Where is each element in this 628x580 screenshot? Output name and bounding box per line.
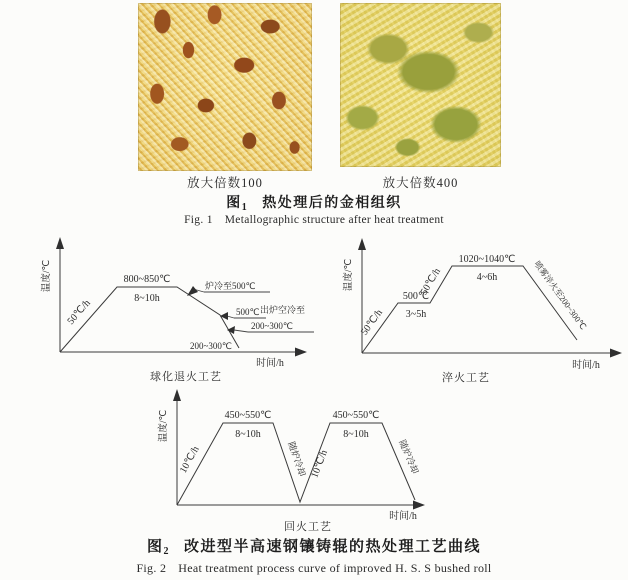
annealing-x-axis-label: 时间/h: [256, 358, 284, 369]
quenching-hold1-time-label: 3~5h: [405, 309, 427, 320]
figure2-index: 2: [163, 546, 170, 557]
y-axis-arrow-icon: [173, 389, 181, 401]
figure1-caption-zh: [0, 192, 628, 213]
tempering-title: 回火工艺: [284, 521, 332, 533]
quenching-spray-quench-label: 喷雾淬火至200~300℃: [532, 259, 589, 332]
tempering-y-axis-label: 温度/℃: [159, 409, 169, 443]
figure2-caption-zh: [0, 535, 628, 557]
quenching-heat-rate2-label: 50℃/h: [418, 266, 444, 297]
quenching-heat-rate1-label: 50℃/h: [359, 307, 385, 338]
tempering-furnace-cool1-label: 随炉冷却: [286, 440, 308, 478]
quenching-process-diagram: [330, 235, 628, 385]
figure1-caption-en: [0, 214, 628, 226]
tempering-heat-rate2-label: 10℃/h: [309, 448, 330, 480]
annealing-hold-time-label: 8~10h: [134, 293, 160, 304]
micrograph-100x: [138, 3, 312, 171]
figure1-label-en: Fig. 1: [184, 214, 213, 226]
figure2-label-en: Fig. 2: [136, 561, 167, 575]
annealing-air-cool-label-line1: 出炉空冷至: [260, 305, 306, 315]
quenching-hold1-temp-label: 500℃: [402, 291, 430, 302]
leader-arrow-icon: [220, 312, 228, 320]
tempering-furnace-cool2-label: 随炉冷却: [397, 438, 421, 476]
x-axis-arrow-icon: [413, 501, 425, 510]
tempering-heat-rate1-label: 10℃/h: [177, 444, 202, 476]
tempering-x-axis-label: 时间/h: [389, 511, 417, 522]
quenching-hold2-temp-label: 1020~1040℃: [458, 254, 516, 265]
y-axis-arrow-icon: [358, 238, 366, 250]
quenching-x-axis-label: 时间/h: [572, 360, 600, 371]
micrograph-100x-caption: 放大倍数100: [187, 176, 263, 190]
figure1-label: 图: [226, 196, 242, 211]
figure2-caption-en: [0, 561, 628, 576]
tempering-hold2-temp-label: 450~550℃: [332, 410, 380, 421]
annealing-title: 球化退火工艺: [150, 371, 222, 383]
annealing-process-diagram: [18, 234, 328, 386]
annealing-end-temp-label: 200~300℃: [190, 341, 232, 351]
figure2-title-zh: 改进型半高速钢镶铸辊的热处理工艺曲线: [184, 539, 482, 555]
x-axis-arrow-icon: [610, 349, 622, 358]
annealing-furnace-cool-label: 炉冷至500℃: [205, 281, 256, 291]
tempering-hold1-temp-label: 450~550℃: [224, 410, 272, 421]
annealing-axes: [56, 237, 307, 357]
annealing-heat-rate-label: 50℃/h: [65, 297, 93, 327]
annealing-y-axis-label: 温度/℃: [42, 259, 52, 293]
figure2-title-en: Heat treatment process curve of improved H. S. S bushed roll: [178, 561, 492, 575]
figure1-index: 1: [241, 202, 249, 213]
figure1-title-en: Metallographic structure after heat treatment: [224, 214, 444, 226]
tempering-hold2-time-label: 8~10h: [343, 429, 369, 440]
y-axis-arrow-icon: [56, 237, 64, 249]
tempering-hold1-time-label: 8~10h: [235, 429, 261, 440]
micrograph-400x: [340, 3, 501, 167]
micrograph-400x-caption: 放大倍数400: [382, 176, 459, 190]
annealing-air-cool-label-line2: 200~300℃: [251, 321, 293, 331]
quenching-y-axis-label: 温度/℃: [344, 258, 354, 292]
leader-arrow-icon: [187, 286, 198, 296]
quenching-hold2-time-label: 4~6h: [476, 272, 498, 283]
quenching-title: 淬火工艺: [442, 372, 490, 384]
annealing-hold-temp-label: 800~850℃: [123, 274, 171, 285]
tempering-process-diagram: [130, 388, 440, 533]
figure2-label: 图: [146, 539, 164, 555]
figure1-title-zh: 热处理后的金相组织: [262, 196, 402, 211]
annealing-mid-temp-label: 500℃: [236, 307, 260, 317]
x-axis-arrow-icon: [295, 348, 307, 357]
leader-arrow-icon: [227, 326, 235, 334]
